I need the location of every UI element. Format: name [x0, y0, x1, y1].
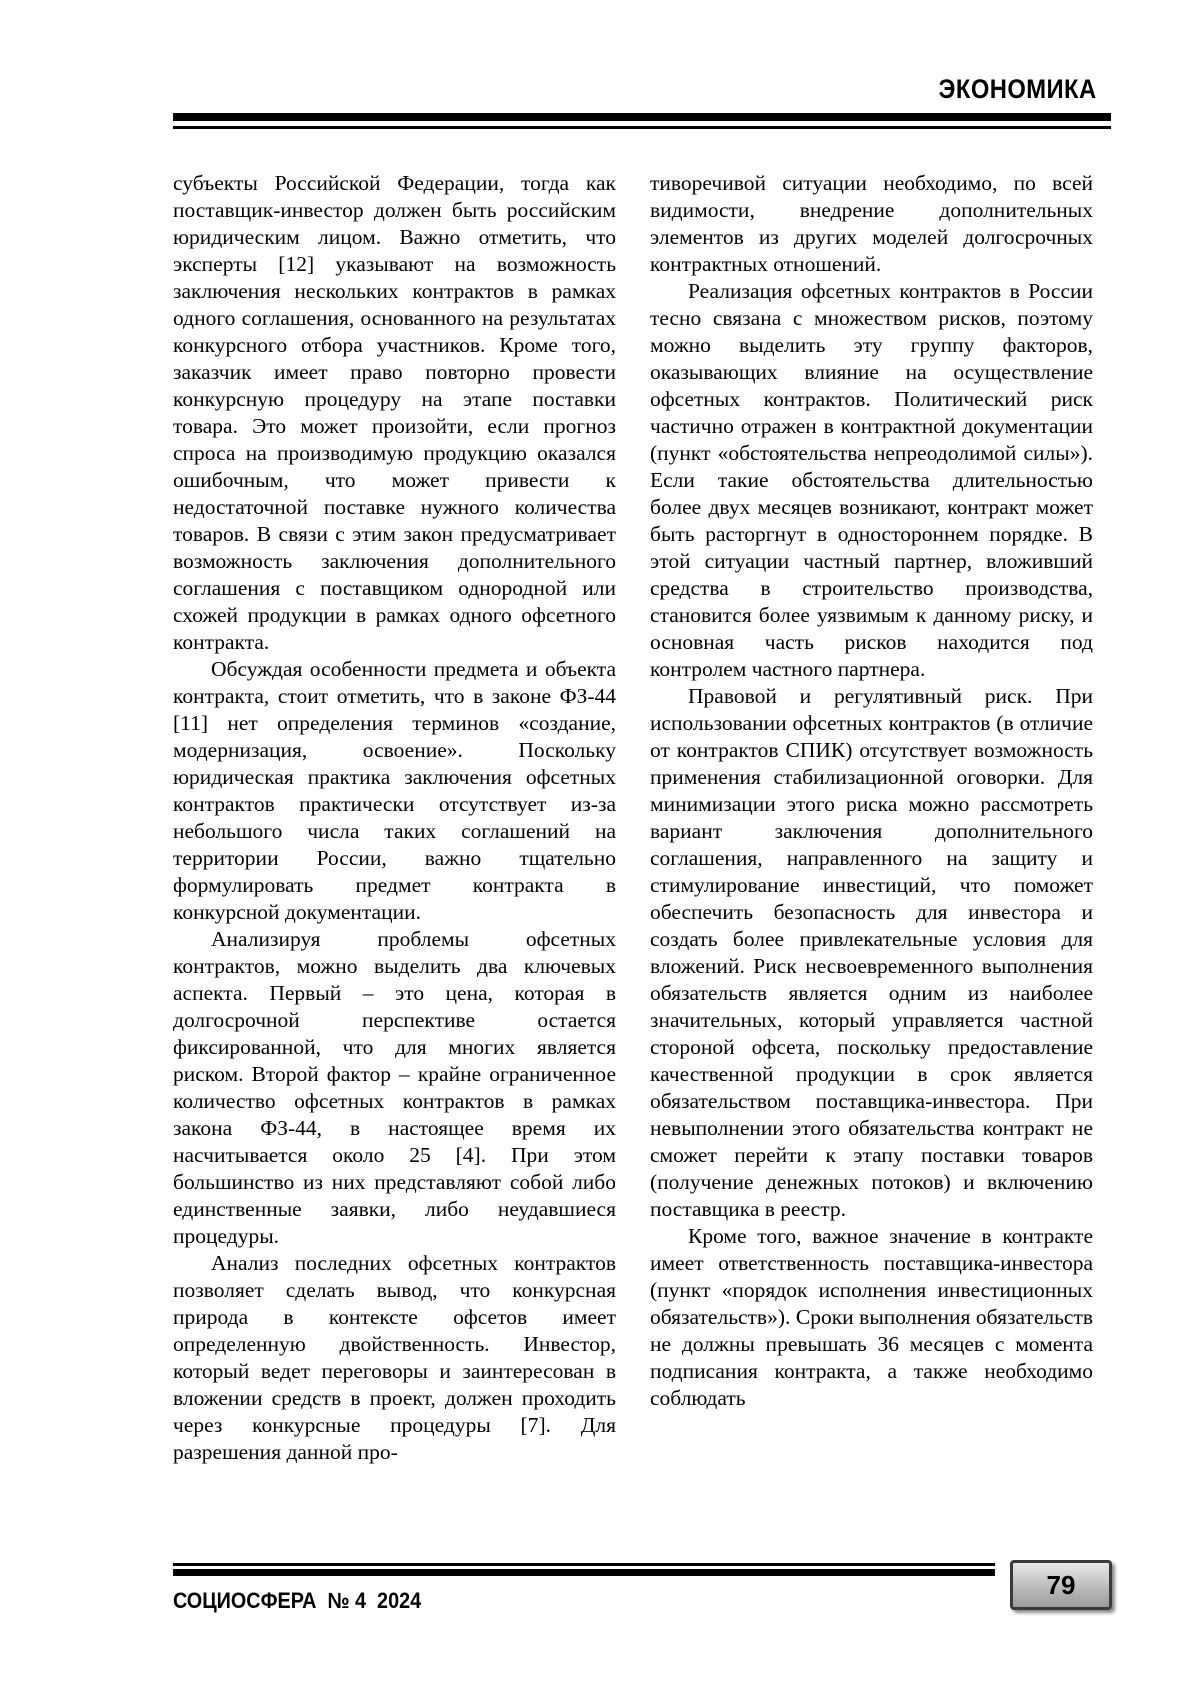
paragraph: тиворечивой ситуации необходимо, по всей видимости, внедрение дополнительных элементов из других моделей долгосрочных контрактных отношений.: [650, 171, 1093, 276]
right-column: [650, 170, 1093, 1412]
left-column: [173, 170, 616, 1466]
section-title: ЭКОНОМИКА: [938, 74, 1097, 104]
paragraph: Кроме того, важное значение в контракте имеет ответственность поставщика-инвестора (пункт «порядок исполнения инвестиционных обязательств»). Сроки выполнения обязательств не должны превышать 36 месяцев с момента подписания контракта, а также необходимо соблюдать: [650, 1224, 1093, 1410]
paragraph: Реализация офсетных контрактов в России тесно связана с множеством рисков, поэтому можно выделить эту группу факторов, оказывающих влияние на осуществление офсетных контрактов. Политический риск частично отражен в контрактной документации (пункт «обстоятельства непреодолимой силы»). Если такие обстоятельства длительностью более двух месяцев возникают, контракт может быть расторгнут в одностороннем порядке. В этой ситуации частный партнер, вложивший средства в строительство производства, становится более уязвимым к данному риску, и основная часть рисков находится под контролем частного партнера.: [650, 279, 1093, 681]
paragraph: Анализ последних офсетных контрактов позволяет сделать вывод, что конкурсная природа в контексте офсетов имеет определенную двойственность. Инвестор, который ведет переговоры и заинтересован в вложении средств в проект, должен проходить через конкурсные процедуры [7]. Для разрешения данной про-: [173, 1251, 616, 1464]
header-rule-thick: [173, 113, 1111, 121]
journal-title: СОЦИОСФЕРА № 4 2024: [173, 1588, 422, 1613]
paragraph: Правовой и регулятивный риск. При использовании офсетных контрактов (в отличие от контрактов СПИК) отсутствует возможность применения стабилизационной оговорки. Для минимизации этого риска можно рассмотреть вариант заключения дополнительного соглашения, направленного на защиту и стимулирование инвестиций, что поможет обеспечить безопасность для инвестора и создать более привлекательные условия для вложений. Риск несвоевременного выполнения обязательств является одним из наиболее значительных, который управляется частной стороной офсета, поскольку предоставление качественной продукции в срок является обязательством поставщика-инвестора. При невыполнении этого обязательства контракт не сможет перейти к этапу поставки товаров (получение денежных потоков) и включению поставщика в реестр.: [650, 684, 1093, 1221]
footer-rule-thin: [173, 1563, 995, 1566]
paragraph: Обсуждая особенности предмета и объекта контракта, стоит отметить, что в законе ФЗ-44 [11] нет определения терминов «создание, модернизация, освоение». Поскольку юридическая практика заключения офсетных контрактов практически отсутствует из-за небольшого числа таких соглашений на территории России, важно тщательно формулировать предмет контракта в конкурсной документации.: [173, 657, 616, 924]
page-number-box: [1010, 1560, 1112, 1610]
paragraph: субъекты Российской Федерации, тогда как поставщик-инвестор должен быть российским юридическим лицом. Важно отметить, что эксперты [12] указывают на возможность заключения нескольких контрактов в рамках одного соглашения, основанного на результатах конкурсного отбора участников. Кроме того, заказчик имеет право повторно провести конкурсную процедуру на этапе поставки товара. Это может произойти, если прогноз спроса на производимую продукцию оказался ошибочным, что может привести к недостаточной поставке нужного количества товаров. В связи с этим закон предусматривает возможность заключения дополнительного соглашения с поставщиком однородной или схожей продукции в рамках одного офсетного контракта.: [173, 171, 616, 654]
footer-rule-thick: [173, 1569, 995, 1576]
header-rule-thin: [173, 126, 1111, 129]
page-number: 79: [1046, 1569, 1076, 1600]
paragraph: Анализируя проблемы офсетных контрактов, можно выделить два ключевых аспекта. Первый – это цена, которая в долгосрочной перспективе остается фиксированной, что для многих является риском. Второй фактор – крайне ограниченное количество офсетных контрактов в рамках закона ФЗ-44, в настоящее время их насчитывается около 25 [4]. При этом большинство из них представляют собой либо единственные заявки, либо неудавшиеся процедуры.: [173, 927, 616, 1248]
